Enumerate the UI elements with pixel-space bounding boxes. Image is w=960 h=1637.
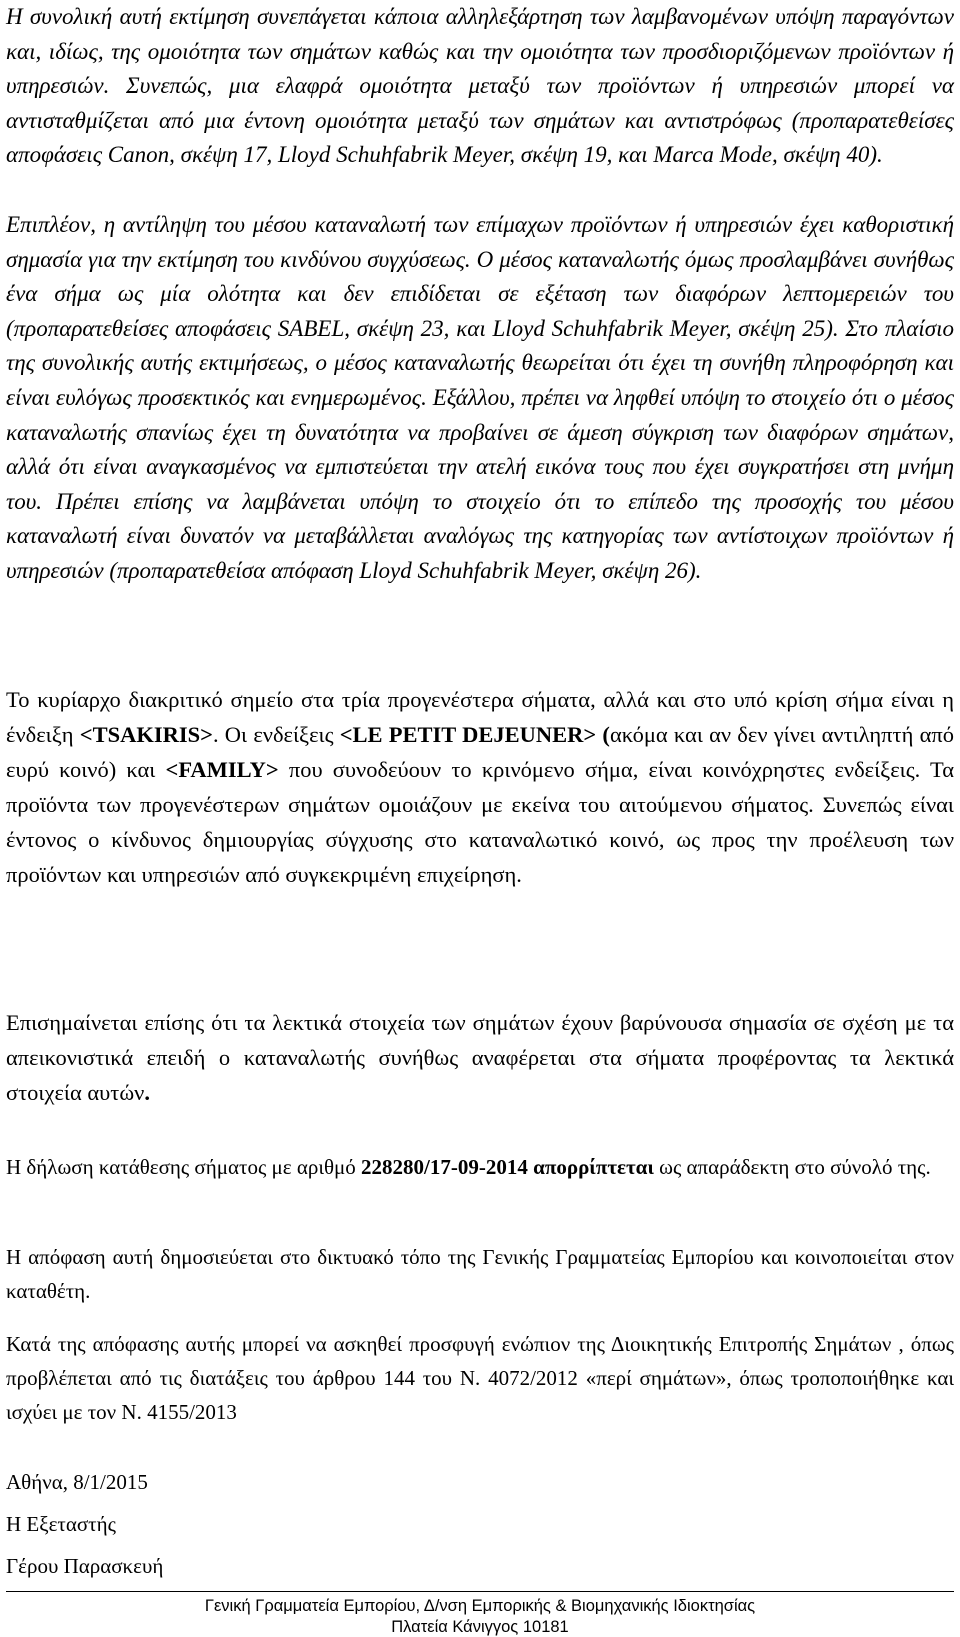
signature-role: Η Εξεταστής xyxy=(6,1512,116,1536)
verbal-elements-paragraph xyxy=(6,1005,954,1110)
assessment-text-2: . Οι ενδείξεις xyxy=(212,722,340,747)
quoted-paragraph-2: Επιπλέον, η αντίληψη του μέσου καταναλωτή των επίμαχων προϊόντων ή υπηρεσιών έχει καθοριστική σημασία για την εκτίμηση του κινδύνου συγχύσεως. Ο μέσος καταναλωτής όμως προσλαμβάνει συνήθως ένα σήμα ως μία ολότητα και δεν επιδίδεται σε εξέταση των διαφόρων λεπτομερειών του (προπαρατεθείσες αποφάσεις SABEL, σκέψη 23, και Lloyd Schuhfabrik Meyer, σκέψη 25). Στο πλαίσιο της συνολικής αυτής εκτιμήσεως, ο μέσος καταναλωτής θεωρείται ότι έχει τη συνήθη πληροφόρηση και είναι ευλόγως προσεκτικός και ενημερωμένος. Εξάλλου, πρέπει να ληφθεί υπόψη το στοιχείο ότι ο μέσος καταναλωτής σπανίως έχει τη δυνατότητα να προβαίνει σε άμεση σύγκριση των διαφόρων σημάτων, αλλά ότι είναι αναγκασμένος να εμπιστεύεται την ατελή εικόνα τους που έχει συγκρατήσει στη μνήμη του. Πρέπει επίσης να λαμβάνεται υπόψη το στοιχείο ότι το επίπεδο της προσοχής του μέσου καταναλωτή είναι δυνατόν να μεταβάλλεται αναλόγως της κατηγορίας των αντίστοιχων προϊόντων ή υπηρεσιών (προπαρατεθείσα απόφαση Lloyd Schuhfabrik Meyer, σκέψη 26). xyxy=(6,212,954,583)
rejection-text-1: Η δήλωση κατάθεσης σήματος με αριθμό xyxy=(6,1155,362,1179)
appeal-paragraph: Κατά της απόφασης αυτής μπορεί να ασκηθεί προσφυγή ενώπιον της Διοικητικής Επιτροπής Σημάτων , όπως προβλέπεται από τις διατάξεις του άρθρου 144 του Ν. 4072/2012 «περί σημάτων», όπως τροποποιήθηκε και ισχύει με τον Ν. 4155/2013 xyxy=(6,1332,954,1424)
assessment-text-4: που συνοδεύουν το κρινόμενο σήμα, είναι κοινόχρηστες ενδείξεις. Τα προϊόντα των προγενέστερων σημάτων ομοιάζουν με εκείνα του αιτούμενου σήματος. Συνεπώς είναι έντονος ο κίνδυνος δημιουργίας σύγχυσης στο καταναλωτικό κοινό, ως προς την προέλευση των προϊόντων και υπηρεσιών από συγκεκριμένη επιχείρηση. xyxy=(6,757,954,887)
footer-divider xyxy=(6,1591,954,1592)
assessment-paragraph xyxy=(6,682,954,892)
quoted-paragraph-1: Η συνολική αυτή εκτίμηση συνεπάγεται κάποια αλληλεξάρτηση των λαμβανομένων υπόψη παραγόντων και, ιδίως, της ομοιότητα των σημάτων καθώς και την ομοιότητα των προσδιοριζόμενων προϊόντων ή υπηρεσιών. Συνεπώς, μια ελαφρά ομοιότητα μεταξύ των προϊόντων ή υπηρεσιών μπορεί να αντισταθμίζεται από μια έντονη ομοιότητα μεταξύ των σημάτων και αντιστρόφως (προπαρατεθείσες αποφάσεις Canon, σκέψη 17, Lloyd Schuhfabrik Meyer, σκέψη 19, και Marca Mode, σκέψη 40). xyxy=(6,4,954,168)
rejection-paragraph xyxy=(6,1150,954,1184)
assessment-text-1: Το κυρίαρχο διακριτικό σημείο στα τρία προγενέστερα σήματα, αλλά και στο υπό κρίση σήμα είναι η ένδειξη xyxy=(6,687,954,747)
mark-le-petit-dejeuner: <LE PETIT DEJEUNER> ( xyxy=(339,722,610,747)
application-number: 228280/17-09-2014 xyxy=(361,1155,528,1179)
footer-address: Πλατεία Κάνιγγος 10181 xyxy=(391,1618,569,1636)
mark-family: <FAMILY> xyxy=(165,757,279,782)
mark-tsakiris: <TSAKIRIS> xyxy=(79,722,213,747)
assessment-text-3: ακόμα και αν δεν γίνει αντιληπτή από ευρύ κοινό) και xyxy=(6,722,954,782)
signature-date: Αθήνα, 8/1/2015 xyxy=(6,1470,148,1494)
rejection-text-2: ως απαράδεκτη στο σύνολό της. xyxy=(653,1155,931,1179)
publication-paragraph: Η απόφαση αυτή δημοσιεύεται στο δικτυακό τόπο της Γενικής Γραμματείας Εμπορίου και κοινοποιείται στον καταθέτη. xyxy=(6,1245,954,1303)
footer-organization: Γενική Γραμματεία Εμπορίου, Δ/νση Εμπορικής & Βιομηχανικής Ιδιοκτησίας xyxy=(204,1597,756,1615)
verbal-elements-text: Επισημαίνεται επίσης ότι τα λεκτικά στοιχεία των σημάτων έχουν βαρύνουσα σημασία σε σχέση με τα απεικονιστικά επειδή ο καταναλωτής συνήθως αναφέρεται στα σήματα προφέροντας τα λεκτικά στοιχεία αυτών xyxy=(6,1010,954,1105)
signature-name: Γέρου Παρασκευή xyxy=(6,1554,164,1578)
verbal-elements-period: . xyxy=(144,1080,150,1105)
document-page xyxy=(6,0,954,1635)
rejection-verdict: απορρίπτεται xyxy=(533,1155,654,1179)
